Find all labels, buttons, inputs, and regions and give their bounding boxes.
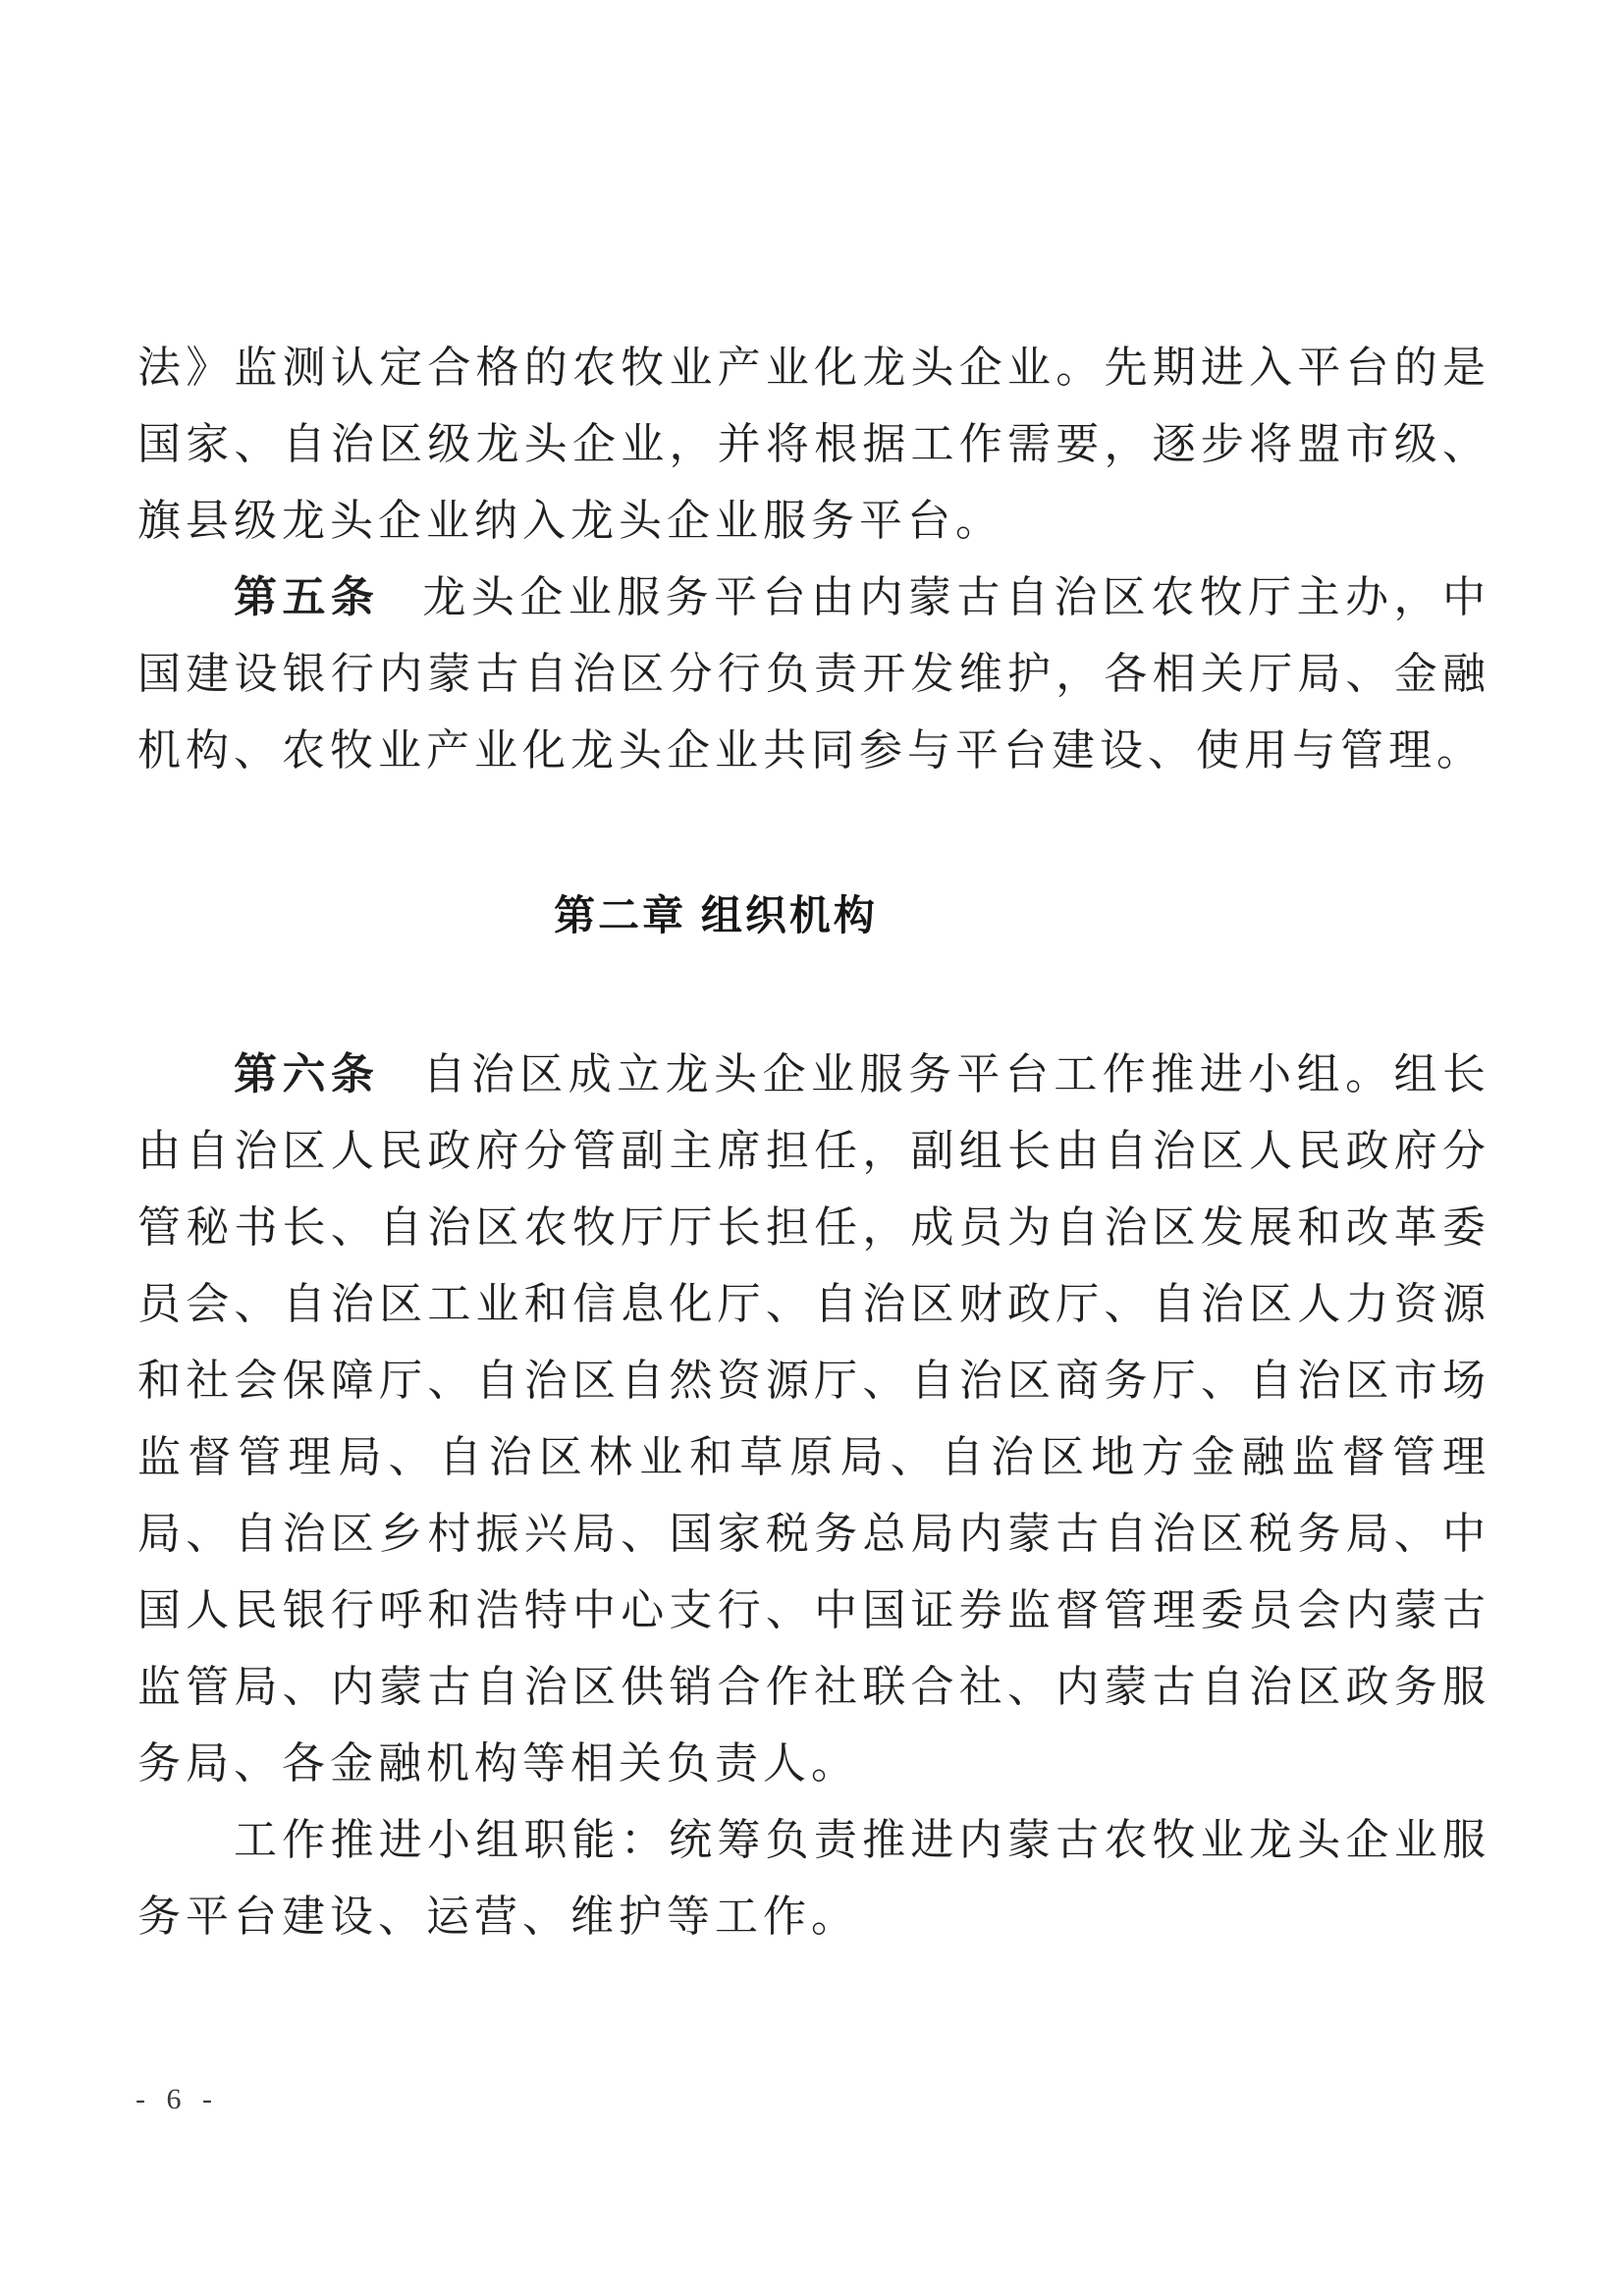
paragraph-text: 龙头企业服务平台由内蒙古自治区农牧厅主办，中国建设银行内蒙古自治区分行负责开发维护，各相关厅局、金融机构、农牧业产业化龙头企业共同参与平台建设、使用与管理。: [137, 573, 1490, 774]
paragraph-text: 法》监测认定合格的农牧业产业化龙头企业。先期进入平台的是国家、自治区级龙头企业，并将根据工作需要，逐步将盟市级、旗县级龙头企业纳入龙头企业服务平台。: [137, 344, 1490, 545]
paragraph-text: 工作推进小组职能：统筹负责推进内蒙古农牧业龙头企业服务平台建设、运营、维护等工作。: [137, 1816, 1490, 1941]
chapter-heading: 第二章 组织机构: [554, 892, 878, 938]
body-paragraph: [137, 1802, 1490, 1955]
article-paragraph: [137, 560, 1490, 789]
article-paragraph: [137, 1037, 1490, 1802]
body-paragraph: [137, 330, 1490, 560]
document-body: [137, 330, 1490, 1955]
page-number: - 6 -: [135, 2083, 219, 2115]
paragraph-text: 自治区成立龙头企业服务平台工作推进小组。组长由自治区人民政府分管副主席担任，副组长由自治区人民政府分管秘书长、自治区农牧厅厅长担任，成员为自治区发展和改革委员会、自治区工业和信息化厅、自治区财政厅、自治区人力资源和社会保障厅、自治区自然资源厅、自治区商务厅、自治区市场监督管理局、自治区林业和草原局、自治区地方金融监督管理局、自治区乡村振兴局、国家税务总局内蒙古自治区税务局、中国人民银行呼和浩特中心支行、中国证券监督管理委员会内蒙古监管局、内蒙古自治区供销合作社联合社、内蒙古自治区政务服务局、各金融机构等相关负责人。: [137, 1050, 1490, 1788]
article-label: 第五条: [234, 573, 380, 621]
article-label: 第六条: [234, 1050, 380, 1098]
